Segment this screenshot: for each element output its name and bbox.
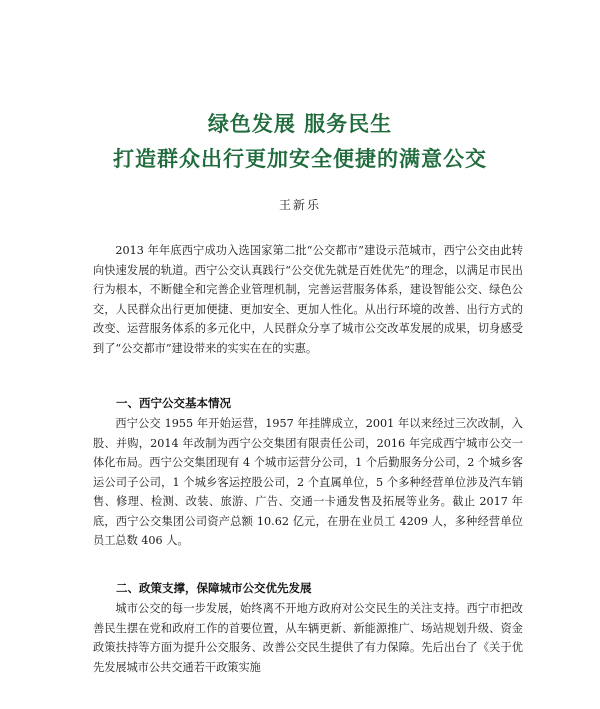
section-1-paragraph bbox=[93, 414, 523, 551]
section-2-text: 城市公交的每一步发展，始终离不开地方政府对公交民生的关注支持。西宁市把改善民生摆在党和政府工作的首要位置，从车辆更新、新能源推广、场站规划升级、资金政策扶持等方面为提升公交服务、改善公交民生提供了有力保障。先后出台了《关于优先发展城市公共交通若干政策实施 bbox=[93, 602, 523, 674]
author-name: 王新乐 bbox=[278, 198, 321, 212]
section-2-paragraph bbox=[93, 599, 523, 677]
section-2-heading: 二、政策支撑，保障城市公交优先发展 bbox=[116, 581, 312, 595]
title-line-2: 打造群众出行更加安全便捷的满意公交 bbox=[113, 147, 487, 171]
intro-paragraph bbox=[93, 241, 523, 358]
section-1-text: 西宁公交 1955 年开始运营，1957 年挂牌成立，2001 年以来经过三次改制，入股、并购，2014 年改制为西宁公交集团有限责任公司，2016 年完成西宁城市公交一体化布局。西宁公交集团现有 4 个城市运营分公司，1 个后勤服务分公司，2 个城乡客运公司子公司，1 个城乡客运控股公司，2 个直属单位，5 个多种经营单位涉及汽车销售、修理、检测、改装、旅游、广告、交通一卡通发售及拓展等业务。截止 2017 年底，西宁公交集团公司资产总额 10.62 亿元，在册在业员工 4209 人，多种经营单位员工总数 406 人。 bbox=[93, 417, 523, 547]
section-1-heading: 一、西宁公交基本情况 bbox=[116, 396, 231, 410]
title-line-1: 绿色发展 服务民生 bbox=[207, 112, 393, 136]
intro-text: 2013 年年底西宁成功入选国家第二批“公交都市”建设示范城市，西宁公交由此转向快速发展的轨道。西宁公交认真践行“公交优先就是百姓优先”的理念，以满足市民出行为根本，不断健全和完善企业管理机制，完善运营服务体系，建设智能公交、绿色公交，人民群众出行更加便捷、更加安全、更加人性化。从出行环境的改善、出行方式的改变、运营服务体系的多元化中，人民群众分享了城市公交改革发展的成果，切身感受到了“公交都市”建设带来的实实在在的实惠。 bbox=[93, 244, 523, 355]
